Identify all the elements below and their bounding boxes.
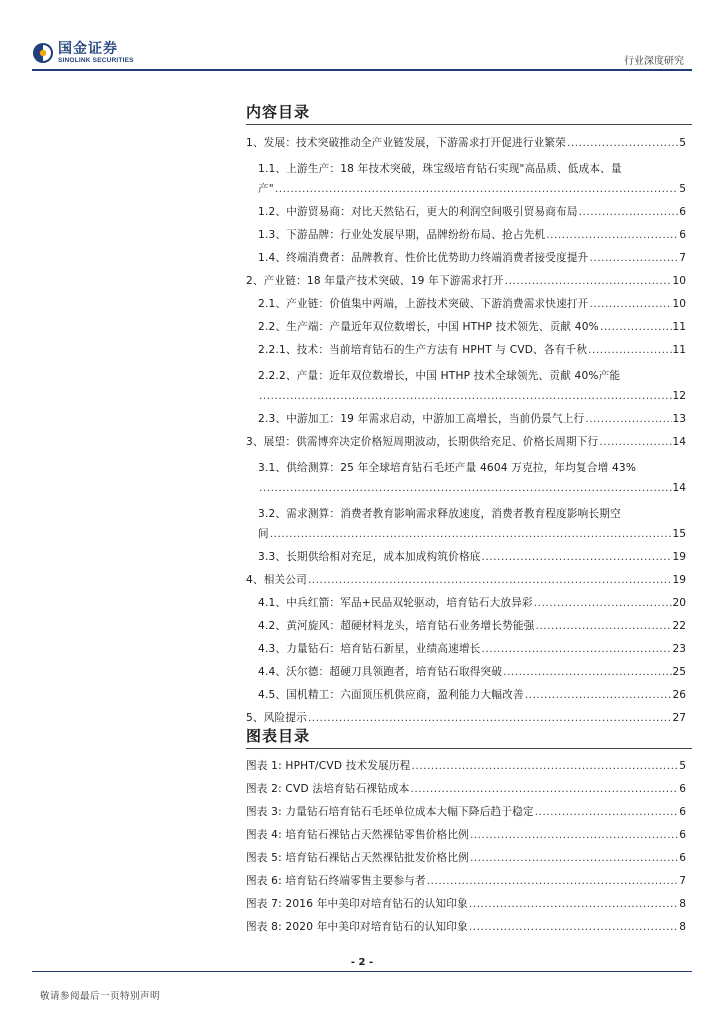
toc-entry[interactable]: 2.2.2、产量：近年双位数增长，中国 HTHP 技术全球领先、贡献 40%产能 (258, 370, 621, 382)
figure-entry[interactable]: 图表 5: 培育钻石裸钻占天然裸钻批发价格比例 ..... 6 (246, 842, 686, 865)
footer-divider (32, 971, 692, 972)
figure-entry[interactable]: 图表 3: 力量钻石培育钻石毛坯单位成本大幅下降后趋于稳定 ..... 6 (246, 796, 686, 819)
figure-entry[interactable]: 图表 7: 2016 年中美印对培育钻石的认知印象 ..... 8 (246, 888, 686, 911)
toc-entry-continued[interactable]: ..... 14 (246, 475, 686, 495)
toc-entry[interactable]: 3.3、长期供给相对充足，成本加成构筑价格底 ..... 19 (246, 541, 686, 564)
figure-entry[interactable]: 图表 1: HPHT/CVD 技术发展历程 ..... 5 (246, 750, 686, 773)
toc-entry[interactable]: 5、风险提示 ..... 27 (246, 702, 686, 725)
toc-entry[interactable]: 1.4、终端消费者：品牌教育、性价比优势助力终端消费者接受度提升 ..... 7 (246, 242, 686, 265)
header-divider (32, 69, 692, 71)
toc-entry[interactable]: 2.2、生产端：产量近年双位数增长，中国 HTHP 技术领先、贡献 40% ..... 11 (246, 311, 686, 334)
page-header (32, 38, 692, 68)
toc-entry[interactable]: 1.3、下游品牌：行业处发展早期，品牌纷纷布局、抢占先机 ..... 6 (246, 219, 686, 242)
toc-entry[interactable]: 4.4、沃尔德：超硬刀具领跑者，培育钻石取得突破 ..... 25 (246, 656, 686, 679)
logo-chinese-name: 国金证券 (58, 40, 118, 57)
contents-list (246, 127, 686, 725)
toc-entry[interactable]: 1、发展：技术突破推动全产业链发展，下游需求打开促进行业繁荣 ..... 5 (246, 127, 686, 150)
toc-entry[interactable]: 1.1、上游生产：18 年技术突破，珠宝级培育钻石实现"高品质、低成本、量 (258, 163, 622, 175)
toc-entry[interactable]: 1.2、中游贸易商：对比天然钻石，更大的利润空间吸引贸易商布局 ..... 6 (246, 196, 686, 219)
figure-entry[interactable]: 图表 8: 2020 年中美印对培育钻石的认知印象 ..... 8 (246, 911, 686, 934)
contents-title-rule (246, 124, 692, 125)
sinolink-logo-icon (32, 42, 54, 64)
figures-list (246, 750, 686, 934)
figures-title: 图表目录 (246, 727, 311, 745)
toc-entry-continued[interactable]: 产" ..... 5 (246, 176, 686, 196)
logo-english-name: SINOLINK SECURITIES (58, 56, 134, 64)
toc-entry[interactable]: 2、产业链：18 年量产技术突破、19 年下游需求打开 ..... 10 (246, 265, 686, 288)
toc-entry[interactable]: 4.2、黄河旋风：超硬材料龙头，培育钻石业务增长势能强 ..... 22 (246, 610, 686, 633)
page-number: - 2 - (350, 957, 374, 968)
toc-entry[interactable]: 3、展望：供需博弈决定价格短周期波动，长期供给充足、价格长周期下行 ..... 14 (246, 426, 686, 449)
figure-entry[interactable]: 图表 2: CVD 法培育钻石裸钻成本 ..... 6 (246, 773, 686, 796)
toc-entry[interactable]: 4、相关公司 ..... 19 (246, 564, 686, 587)
figure-entry[interactable]: 图表 6: 培育钻石终端零售主要参与者 ..... 7 (246, 865, 686, 888)
toc-entry[interactable]: 2.2.1、技术：当前培育钻石的生产方法有 HPHT 与 CVD、各有千秋 ..... 11 (246, 334, 686, 357)
toc-entry[interactable]: 2.1、产业链：价值集中两端，上游技术突破、下游消费需求快速打开 ..... 10 (246, 288, 686, 311)
footer-disclaimer: 敬请参阅最后一页特别声明 (40, 991, 161, 1002)
figure-entry[interactable]: 图表 4: 培育钻石裸钻占天然裸钻零售价格比例 ..... 6 (246, 819, 686, 842)
toc-entry[interactable]: 4.5、国机精工：六面顶压机供应商，盈利能力大幅改善 ..... 26 (246, 679, 686, 702)
toc-entry[interactable]: 3.1、供给测算：25 年全球培育钻石毛坯产量 4604 万克拉，年均复合增 43% (258, 462, 637, 474)
toc-entry-continued[interactable]: 间 ..... 15 (246, 521, 686, 541)
toc-entry[interactable]: 3.2、需求测算：消费者教育影响需求释放速度，消费者教育程度影响长期空 (258, 508, 621, 520)
toc-entry-continued[interactable]: ..... 12 (246, 383, 686, 403)
contents-title: 内容目录 (246, 103, 311, 121)
toc-entry[interactable]: 2.3、中游加工：19 年需求启动，中游加工高增长，当前仍景气上行 ..... 13 (246, 403, 686, 426)
report-type: 行业深度研究 (624, 56, 684, 67)
toc-entry[interactable]: 4.3、力量钻石：培育钻石新星，业绩高速增长 ..... 23 (246, 633, 686, 656)
toc-entry[interactable]: 4.1、中兵红箭：军品+民品双轮驱动，培育钻石大放异彩 ..... 20 (246, 587, 686, 610)
company-logo (32, 38, 134, 68)
figures-title-rule (246, 748, 692, 749)
